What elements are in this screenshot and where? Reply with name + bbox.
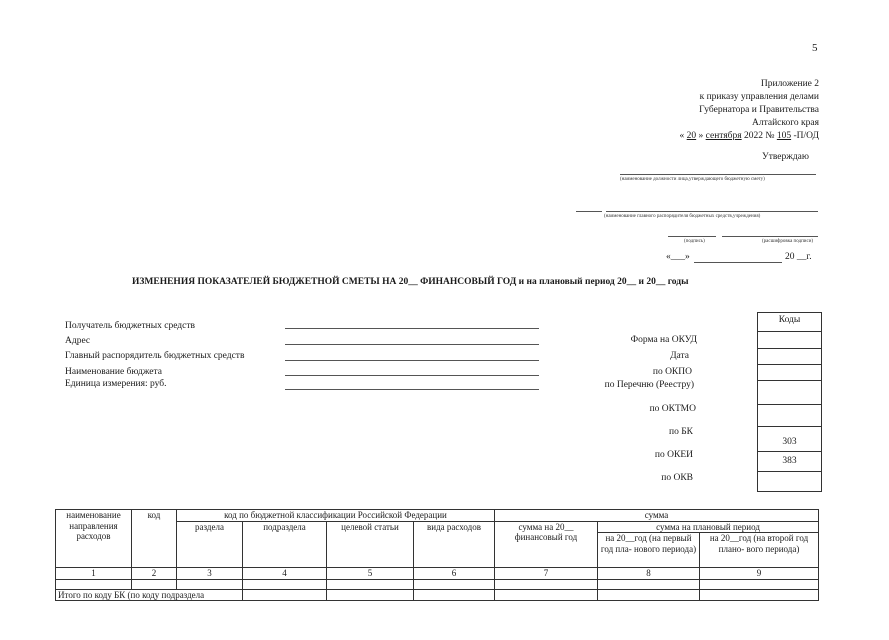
appendix-block xyxy=(569,78,819,143)
approve-label: Утверждаю xyxy=(762,152,809,162)
field-address: Адрес xyxy=(65,336,91,347)
signature-line xyxy=(668,236,716,237)
header-second-year: на 20__год (на второй год плано- вого периода) xyxy=(700,533,819,568)
okv-label: по ОКВ xyxy=(661,473,693,483)
col-number: 4 xyxy=(243,568,327,580)
decoding-line xyxy=(722,236,818,237)
codes-header: Коды xyxy=(758,313,821,332)
col-number: 7 xyxy=(495,568,598,580)
bk-label: по БК xyxy=(668,427,693,437)
okei-label: по ОКЕИ xyxy=(654,450,693,460)
field-budget-name: Наименование бюджета xyxy=(65,366,162,377)
field-unit: Единица измерения: руб. xyxy=(65,378,167,389)
header-first-year: на 20__год (на первый год пла- нового периода) xyxy=(598,533,700,568)
registry-cell xyxy=(758,381,821,405)
left-fields xyxy=(65,319,244,389)
oktmo-label: по ОКТМО xyxy=(649,404,696,414)
field-recipient: Получатель бюджетных средств xyxy=(65,321,195,331)
appendix-order-line: « 20 » сентября 2022 № 105 -П/ОД xyxy=(679,131,819,141)
manager-line xyxy=(606,211,818,212)
appendix-line3: Алтайского края xyxy=(751,118,819,128)
table-row xyxy=(56,579,819,589)
okpo-label: по ОКПО xyxy=(652,367,692,377)
approval-date-open: «___» xyxy=(666,252,690,262)
registry-label: по Перечню (Реестру) xyxy=(604,380,694,390)
field-main-manager: Главный распорядитель бюджетных средств xyxy=(65,351,245,362)
header-target: целевой статьи xyxy=(327,521,414,568)
header-sum-year: сумма на 20__ финансовый год xyxy=(495,521,598,568)
okpo-cell xyxy=(758,365,821,381)
position-line xyxy=(620,174,816,175)
approval-date-year: 20 __г. xyxy=(785,252,812,262)
col-number: 8 xyxy=(598,568,700,580)
bk-value: 303 xyxy=(758,427,821,452)
oktmo-cell xyxy=(758,405,821,427)
document-title: ИЗМЕНЕНИЯ ПОКАЗАТЕЛЕЙ БЮДЖЕТНОЙ СМЕТЫ НА 20__ ФИНАНСОВЫЙ ГОД и на плановый период 20__ и 20__ годы xyxy=(132,277,689,287)
okei-value: 383 xyxy=(758,452,821,472)
header-sum: сумма xyxy=(495,510,819,522)
appendix-line1: к приказу управления делами xyxy=(699,92,819,102)
date-cell xyxy=(758,349,821,365)
codes-box xyxy=(757,312,822,492)
header-code: код xyxy=(132,510,177,568)
page-number: 5 xyxy=(812,42,818,54)
col-number: 1 xyxy=(56,568,132,580)
okud-cell xyxy=(758,332,821,349)
header-bk: код по бюджетной классификации Российской Федерации xyxy=(177,510,495,522)
col-number: 6 xyxy=(414,568,495,580)
appendix-title: Приложение 2 xyxy=(760,79,819,89)
header-type: вида расходов xyxy=(414,521,495,568)
manager-caption: (наименование главного распорядителя бюджетных средств,учреждения) xyxy=(604,214,761,219)
budget-table xyxy=(55,509,819,601)
col-number: 9 xyxy=(700,568,819,580)
okud-label: Форма на ОКУД xyxy=(630,335,697,345)
col-number: 2 xyxy=(132,568,177,580)
manager-line-short xyxy=(576,211,602,212)
address-line xyxy=(285,344,539,345)
total-label: Итого по коду БК (по коду подраздела xyxy=(56,589,243,601)
approval-date-line xyxy=(694,262,782,263)
col-number: 5 xyxy=(327,568,414,580)
header-section: раздела xyxy=(177,521,243,568)
budget-name-line xyxy=(285,375,539,376)
recipient-line xyxy=(285,328,539,329)
signature-caption: (подпись) xyxy=(684,239,705,244)
header-subsection: подраздела xyxy=(243,521,327,568)
col-number: 3 xyxy=(177,568,243,580)
main-manager-line xyxy=(285,360,539,361)
header-name: наименование направления расходов xyxy=(56,510,132,568)
unit-line xyxy=(285,389,539,390)
appendix-line2: Губернатора и Правительства xyxy=(699,105,819,115)
decoding-caption: (расшифровка подписи) xyxy=(762,239,814,244)
date-label: Дата xyxy=(670,351,689,361)
total-row xyxy=(56,589,819,601)
position-caption: (наименование должности лица,утверждающего бюджетную смету) xyxy=(620,177,765,182)
okv-cell xyxy=(758,472,821,492)
header-planned: сумма на плановый период xyxy=(598,521,819,533)
